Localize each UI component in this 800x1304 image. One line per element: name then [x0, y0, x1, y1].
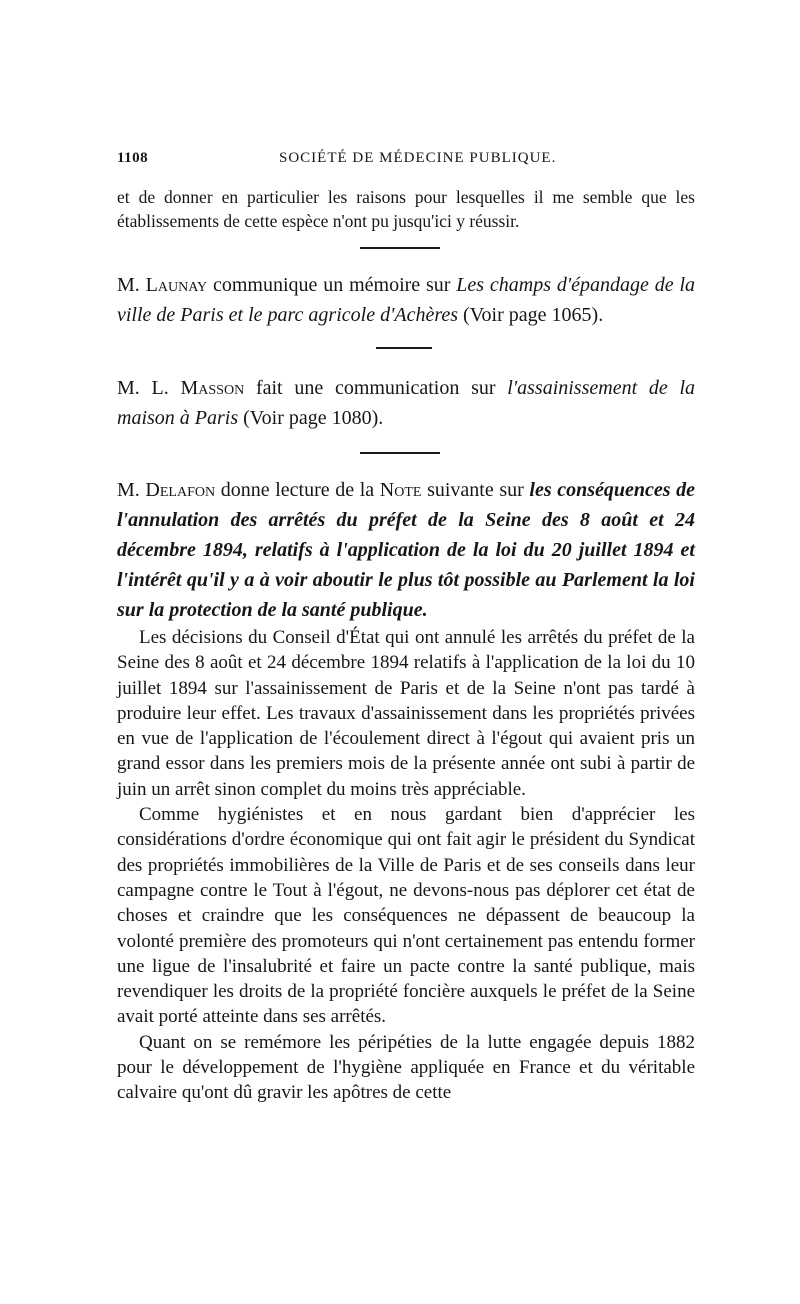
separator-rule [360, 452, 440, 454]
running-title: SOCIÉTÉ DE MÉDECINE PUBLIQUE. [279, 150, 557, 166]
announcement-launay [117, 270, 695, 330]
title-prefix: M. [117, 274, 140, 296]
speaker-name: Delafon [145, 479, 216, 501]
page-reference: (Voir page 1065). [463, 304, 604, 326]
intro-text: et de donner en particulier les raisons pour lesquelles il me semble que les établissements de cette espèce n'ont pu jusqu'ici y réussir. [117, 187, 695, 231]
announcement-verb: communique un mémoire sur [212, 274, 451, 296]
announcement-masson [117, 373, 695, 433]
work-title: Les champs d'épandage de la ville de Paris et le parc agricole d'Achères [117, 274, 696, 326]
separator-rule [360, 247, 440, 249]
announcement-delafon [117, 475, 695, 625]
title-prefix: M. L. [117, 377, 169, 399]
speaker-name: Launay [145, 274, 208, 296]
announcement-verb-2: suivante sur [427, 479, 524, 501]
announcement-verb: donne lecture de la [220, 479, 375, 501]
body-paragraph: Les décisions du Conseil d'État qui ont annulé les arrêtés du préfet de la Seine des 8 août et 24 décembre 1894 relatifs à l'application de la loi du 10 juillet 1894 sur l'assainissement de Paris et de la Seine n'ont pas tardé à produire leur effet. Les travaux d'assainissement dans les propriétés privées en vue de l'application de l'écoulement direct à l'égout qui avaient pris un grand essor dans les premiers mois de la présente année ont subi à partir de juin un arrêt sinon complet du moins très appréciable. [117, 627, 695, 800]
body-paragraph: Comme hygiénistes et en nous gardant bien d'apprécier les considérations d'ordre économique qui ont fait agir le président du Syndicat des propriétés immobilières de la Ville de Paris et de ses conseils dans leur campagne contre le Tout à l'égout, ne devons-nous pas déplorer cet état de choses et craindre que les conséquences ne dépassent de beaucoup la volonté première des promoteurs qui n'ont certainement pas entendu former une ligue de l'insalubrité et faire un pacte contre la santé publique, mais revendiquer les droits de la propriété foncière auxquels le préfet de la Seine avait porté atteinte dans ses arrêtés. [117, 804, 695, 1028]
note-word: Note [379, 479, 422, 501]
page-reference: (Voir page 1080). [243, 407, 384, 429]
note-subject: les conséquences de l'annulation des arrêtés du préfet de la Seine des 8 août et 24 décembre 1894, relatifs à l'application de la loi du 20 juillet 1894 et l'intérêt qu'il y a à voir aboutir le plus tôt possible au Parlement la loi sur la protection de la santé publique. [117, 479, 696, 621]
work-title: l'assainissement de la maison à Paris [117, 377, 696, 429]
note-body [117, 625, 695, 1106]
title-prefix: M. [117, 479, 140, 501]
page-number: 1108 [117, 150, 149, 166]
body-paragraph: Quant on se remémore les péripéties de la lutte engagée depuis 1882 pour le développement de l'hygiène appliquée en France et du véritable calvaire qu'ont dû gravir les apôtres de cette [117, 1031, 695, 1104]
intro-paragraph [117, 185, 695, 233]
announcement-verb: fait une communication sur [255, 377, 496, 399]
speaker-name: Masson [180, 377, 245, 399]
separator-rule [376, 347, 432, 349]
